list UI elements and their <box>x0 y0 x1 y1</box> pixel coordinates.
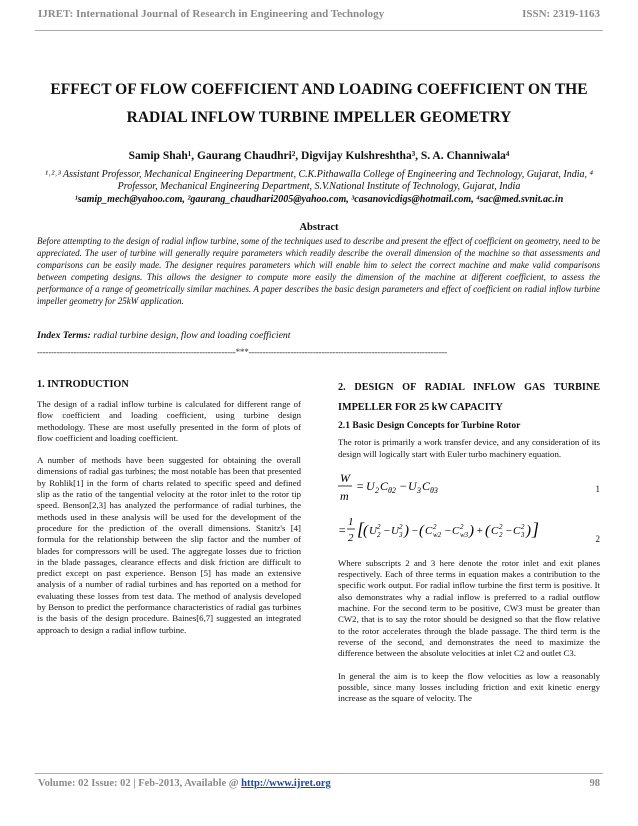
section-heading-design: 2. DESIGN OF RADIAL INFLOW GAS TURBINE IMPELLER FOR 25 kW CAPACITY <box>338 382 600 413</box>
svg-text:2: 2 <box>460 522 464 531</box>
equation-2 <box>338 512 600 550</box>
svg-text:3: 3 <box>417 485 421 495</box>
volume-info <box>38 778 331 789</box>
svg-text:W: W <box>340 470 350 485</box>
svg-text:−: − <box>411 524 419 537</box>
author-list: Samip Shah¹, Gaurang Chaudhri², Digvijay Kulshreshtha³, S. A. Channiwala⁴ <box>128 150 510 162</box>
svg-text:(: ( <box>485 522 490 539</box>
index-terms-label: Index Terms: <box>37 330 91 341</box>
design-paragraph-3: In general the aim is to keep the flow velocities as low a reasonably possible, since many losses including friction and exit kinetic energy increase as the square of velocity. The <box>338 670 600 704</box>
svg-text:w2: w2 <box>433 530 442 539</box>
running-header <box>38 8 600 20</box>
author-emails: ¹samip_mech@yahoo.com, ²gaurang_chaudhari2005@yahoo.com, ³casanovicdigs@hotmail.com, ⁴sac@med.svnit.ac.in <box>74 194 564 205</box>
svg-text:2: 2 <box>348 531 354 544</box>
svg-text:m: m <box>340 488 349 503</box>
svg-text:2: 2 <box>433 522 437 531</box>
journal-name: IJRET: International Journal of Research in Engineering and Technology <box>38 8 385 20</box>
equation-1-number: 1 <box>595 483 600 494</box>
footer-rule <box>35 773 603 774</box>
svg-text:U: U <box>391 524 399 537</box>
affiliations: ¹˒²˒³ Assistant Professor, Mechanical Engineering Department, C.K.Pithawalla College of Engineering and Technology, Gujarat, India, ⁴ Professor, Mechanical Engineering Department, S.V.National Institute of Technology, Gujarat, India <box>45 169 593 193</box>
svg-text:2: 2 <box>521 522 525 531</box>
header-rule <box>35 30 603 31</box>
svg-text:2: 2 <box>499 522 503 531</box>
svg-text:C: C <box>452 524 460 537</box>
svg-text:): ) <box>469 522 474 539</box>
svg-text:[: [ <box>357 518 365 539</box>
paper-title: EFFECT OF FLOW COEFFICIENT AND LOADING COEFFICIENT ON THE RADIAL INFLOW TURBINE IMPELLER GEOMETRY <box>50 81 588 126</box>
svg-text:−: − <box>399 478 408 493</box>
svg-text:2: 2 <box>399 522 403 531</box>
svg-text:U: U <box>366 478 375 493</box>
section-heading-introduction: 1. INTRODUCTION <box>37 379 129 390</box>
page-number: 98 <box>589 778 600 789</box>
svg-text:C: C <box>422 478 431 493</box>
abstract-text: Before attempting to the design of radial inflow turbine, some of the techniques used to describe and present the effect of coefficient on geometry, need to be appreciated. The user of turbine will generally require parameters which readily describe the overall dimension of the machine so that assessments and comparisons can be easily made. The designer requires parameters which will enable him to select the correct machine and make valid comparisons between competing designs. This allows the designer to compute more easily the dimension of the machine at different coefficient, to assess the performance of a range of geometrically similar machines. A paper describes the basic design parameters and effect of coefficient on radial inflow turbine impeller geometry for 25kW application. <box>37 236 600 306</box>
svg-text:U: U <box>369 524 377 537</box>
svg-text:−: − <box>444 524 452 537</box>
svg-text:θ3: θ3 <box>430 485 438 495</box>
index-terms-text: radial turbine design, flow and loading coefficient <box>93 330 291 341</box>
svg-text:w3: w3 <box>460 530 469 539</box>
svg-text:=: = <box>338 522 347 537</box>
running-footer <box>38 778 600 789</box>
svg-text:): ) <box>526 522 531 539</box>
equation-1 <box>338 468 600 512</box>
journal-link[interactable]: http://www.ijret.org <box>241 778 331 789</box>
abstract-heading: Abstract <box>299 222 339 233</box>
svg-text:): ) <box>404 522 409 539</box>
right-column <box>338 378 600 704</box>
svg-text:U: U <box>408 478 417 493</box>
svg-text:C: C <box>513 524 521 537</box>
svg-text:]: ] <box>532 518 540 539</box>
svg-text:1: 1 <box>348 515 354 528</box>
intro-paragraph-1: The design of a radial inflow turbine is calculated for different range of flow coefficient and loading coefficient, using turbine design methodology. These are most usefully presented in the form of plots of flow coefficient and loading coefficient. <box>37 399 301 443</box>
svg-text:2: 2 <box>377 522 381 531</box>
equation-2-number: 2 <box>595 533 600 544</box>
work-output-equation-graphic <box>338 512 578 550</box>
left-column <box>37 378 301 636</box>
svg-text:=: = <box>356 478 365 493</box>
svg-text:C: C <box>425 524 433 537</box>
svg-text:(: ( <box>419 522 424 539</box>
svg-text:2: 2 <box>377 530 381 539</box>
section-separator: -----------------------------------------------------------------------***----------------------------------------------------------------------- <box>37 347 448 357</box>
volume-text: Volume: 02 Issue: 02 | Feb-2013, Available @ <box>38 778 239 789</box>
issn: ISSN: 2319-1163 <box>522 8 600 20</box>
svg-text:C: C <box>491 524 499 537</box>
svg-text:2: 2 <box>499 530 503 539</box>
svg-text:+: + <box>476 524 484 537</box>
subsection-heading: 2.1 Basic Design Concepts for Turbine Rotor <box>338 420 521 431</box>
svg-text:C: C <box>380 478 389 493</box>
svg-text:−: − <box>505 524 513 537</box>
svg-text:3: 3 <box>521 530 525 539</box>
design-paragraph-1: The rotor is primarily a work transfer device, and any consideration of its design will logically start with Euler turbo machinery equation. <box>338 437 600 459</box>
intro-paragraph-2: A number of methods have been suggested for obtaining the overall dimensions of radial gas turbines; the most notable has been that presented by Rohlik[1] in the form of charts related to specific speed and defined slip as the ratio of the tangential velocity at the rotor inlet to the rotor tip speed. Benson[2,3] has analyzed the performance of radial turbines, the methods used in these analysis will be used for the development of the procedure for the prediction of the overall dimensions. Stanitz's [4] formula for the relationship between the slip factor and the number of blades for compressors will be used. The aggregate losses due to friction in the blade passages, clearance effects and disk friction are difficult to predict except on past experience. Benson [5] has made an extensive analysis of a number of radial turbines and has reported on a method for evaluating these losses from test data. The method of analysis developed by Benson to predict the performance characteristics of radial gas turbines is the basis of the design procedure. Baines[6,7] suggested an integrated approach to design a radial inflow turbine. <box>37 455 301 635</box>
svg-text:(: ( <box>363 522 368 539</box>
svg-text:θ2: θ2 <box>388 485 396 495</box>
euler-equation-graphic <box>338 468 538 512</box>
svg-text:−: − <box>383 524 391 537</box>
index-terms <box>37 330 600 341</box>
design-paragraph-2: Where subscripts 2 and 3 here denote the rotor inlet and exit planes respectively. Each of three terms in equation makes a contribution to the specific work output. For radial inflow turbine the first term is positive. It also demonstrates why a radial inflow is preferred to a radial outflow machine. For the second term to be positive, CW3 must be greater than CW2, that is to say the rotor should be designed so that the flow relative to the rotor accelerates through the blade passage. The third term is the reverse of the second, and demonstrates the need to maximize the difference between the absolute velocities at inlet C2 and outlet C3. <box>338 557 600 659</box>
svg-text:2: 2 <box>375 485 379 495</box>
svg-text:3: 3 <box>399 530 403 539</box>
